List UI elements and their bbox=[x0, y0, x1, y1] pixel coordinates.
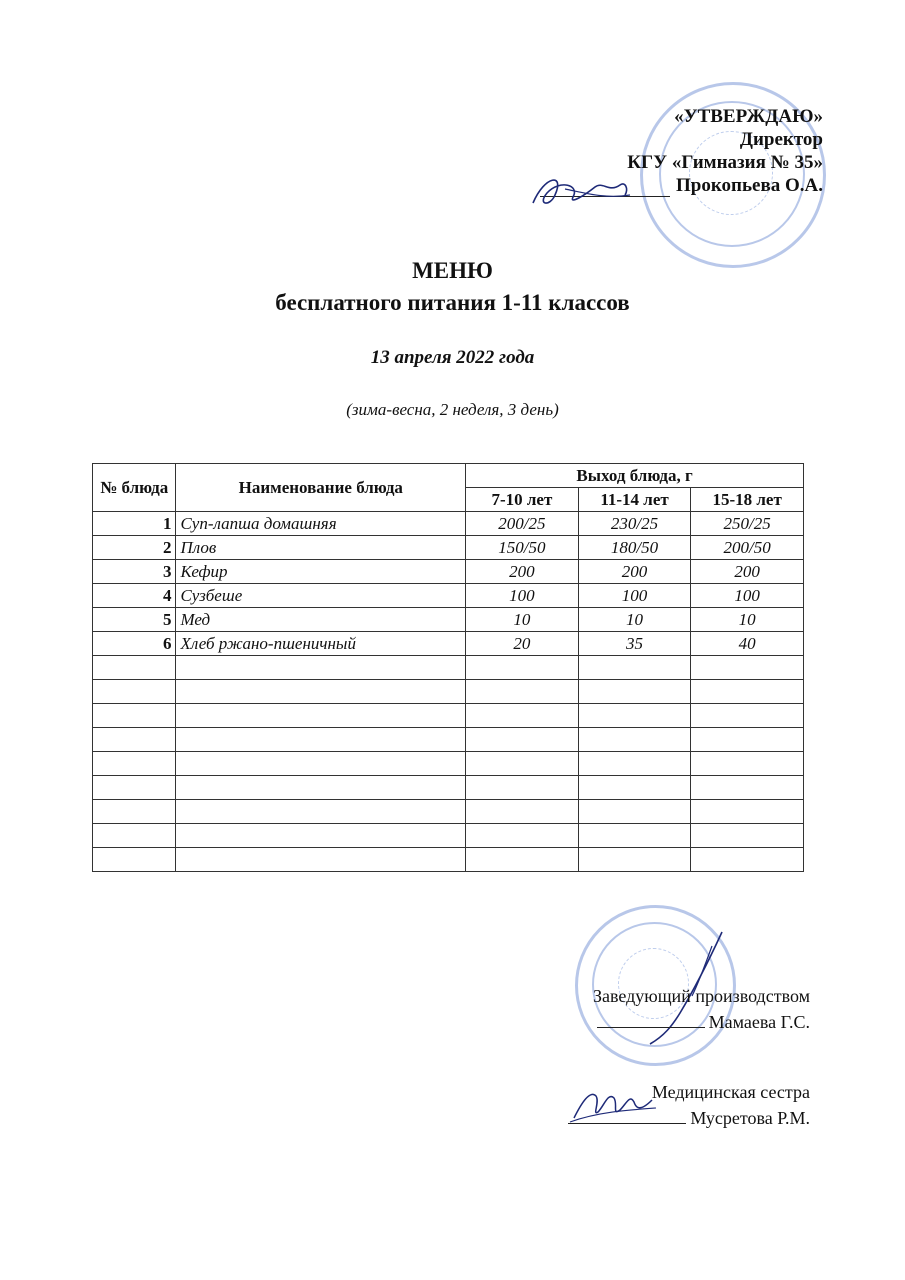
manager-name: Мамаева Г.С. bbox=[708, 1012, 810, 1032]
dish-output-7-10: 10 bbox=[466, 608, 579, 632]
dish-output-7-10: 200/25 bbox=[466, 512, 579, 536]
dish-output-15-18: 40 bbox=[691, 632, 804, 656]
table-header-row bbox=[93, 464, 804, 488]
dish-name: Хлеб ржано-пшеничный bbox=[176, 632, 466, 656]
dish-number: 2 bbox=[93, 536, 176, 560]
approval-heading: «УТВЕРЖДАЮ» bbox=[674, 106, 823, 127]
dish-number: 5 bbox=[93, 608, 176, 632]
table-row bbox=[93, 512, 804, 536]
empty-table-row bbox=[93, 800, 804, 824]
dish-name: Мед bbox=[176, 608, 466, 632]
dish-output-15-18: 10 bbox=[691, 608, 804, 632]
dish-number: 1 bbox=[93, 512, 176, 536]
dish-output-7-10: 100 bbox=[466, 584, 579, 608]
dish-name: Плов bbox=[176, 536, 466, 560]
approval-position: Директор bbox=[739, 129, 823, 150]
dish-name: Сузбеше bbox=[176, 584, 466, 608]
dish-output-11-14: 200 bbox=[578, 560, 691, 584]
signature-line bbox=[597, 1010, 705, 1028]
manager-signature-row bbox=[593, 1009, 810, 1035]
title-line-2: бесплатного питания 1-11 классов bbox=[275, 290, 630, 315]
dish-output-7-10: 20 bbox=[466, 632, 579, 656]
director-signature bbox=[525, 165, 635, 220]
dish-name: Кефир bbox=[176, 560, 466, 584]
dish-output-15-18: 200 bbox=[691, 560, 804, 584]
empty-table-row bbox=[93, 824, 804, 848]
menu-table bbox=[92, 463, 804, 872]
empty-table-row bbox=[93, 680, 804, 704]
nurse-title: Медицинская сестра bbox=[651, 1082, 810, 1102]
dish-output-7-10: 150/50 bbox=[466, 536, 579, 560]
document-title bbox=[0, 255, 905, 319]
manager-block bbox=[593, 983, 810, 1035]
dish-number: 4 bbox=[93, 584, 176, 608]
table-row bbox=[93, 632, 804, 656]
header-age-11-14: 11-14 лет bbox=[578, 488, 691, 512]
table-row bbox=[93, 536, 804, 560]
header-age-7-10: 7-10 лет bbox=[466, 488, 579, 512]
dish-number: 6 bbox=[93, 632, 176, 656]
menu-season: (зима-весна, 2 неделя, 3 день) bbox=[346, 400, 559, 419]
dish-output-15-18: 200/50 bbox=[691, 536, 804, 560]
approval-name: Прокопьева О.А. bbox=[676, 175, 823, 196]
dish-output-11-14: 180/50 bbox=[578, 536, 691, 560]
menu-date: 13 апреля 2022 года bbox=[370, 347, 535, 368]
empty-table-row bbox=[93, 704, 804, 728]
table-row bbox=[93, 584, 804, 608]
manager-title: Заведующий производством bbox=[592, 986, 810, 1006]
header-output: Выход блюда, г bbox=[466, 464, 804, 488]
header-number: № блюда bbox=[93, 464, 176, 512]
dish-output-11-14: 100 bbox=[578, 584, 691, 608]
dish-name: Суп-лапша домашняя bbox=[176, 512, 466, 536]
table-row bbox=[93, 608, 804, 632]
empty-table-row bbox=[93, 752, 804, 776]
header-age-15-18: 15-18 лет bbox=[691, 488, 804, 512]
dish-output-11-14: 10 bbox=[578, 608, 691, 632]
dish-output-15-18: 250/25 bbox=[691, 512, 804, 536]
approval-organization: КГУ «Гимназия № 35» bbox=[627, 152, 823, 173]
dish-output-15-18: 100 bbox=[691, 584, 804, 608]
header-name: Наименование блюда bbox=[176, 464, 466, 512]
dish-output-11-14: 230/25 bbox=[578, 512, 691, 536]
dish-output-7-10: 200 bbox=[466, 560, 579, 584]
table-row bbox=[93, 560, 804, 584]
empty-table-row bbox=[93, 848, 804, 872]
dish-number: 3 bbox=[93, 560, 176, 584]
dish-output-11-14: 35 bbox=[578, 632, 691, 656]
signature-line bbox=[568, 1106, 686, 1124]
nurse-block bbox=[568, 1079, 810, 1131]
title-line-1: МЕНЮ bbox=[412, 258, 493, 283]
empty-table-row bbox=[93, 776, 804, 800]
empty-table-row bbox=[93, 728, 804, 752]
nurse-name: Мусретова Р.М. bbox=[690, 1108, 810, 1128]
empty-table-row bbox=[93, 656, 804, 680]
nurse-signature-row bbox=[568, 1105, 810, 1131]
